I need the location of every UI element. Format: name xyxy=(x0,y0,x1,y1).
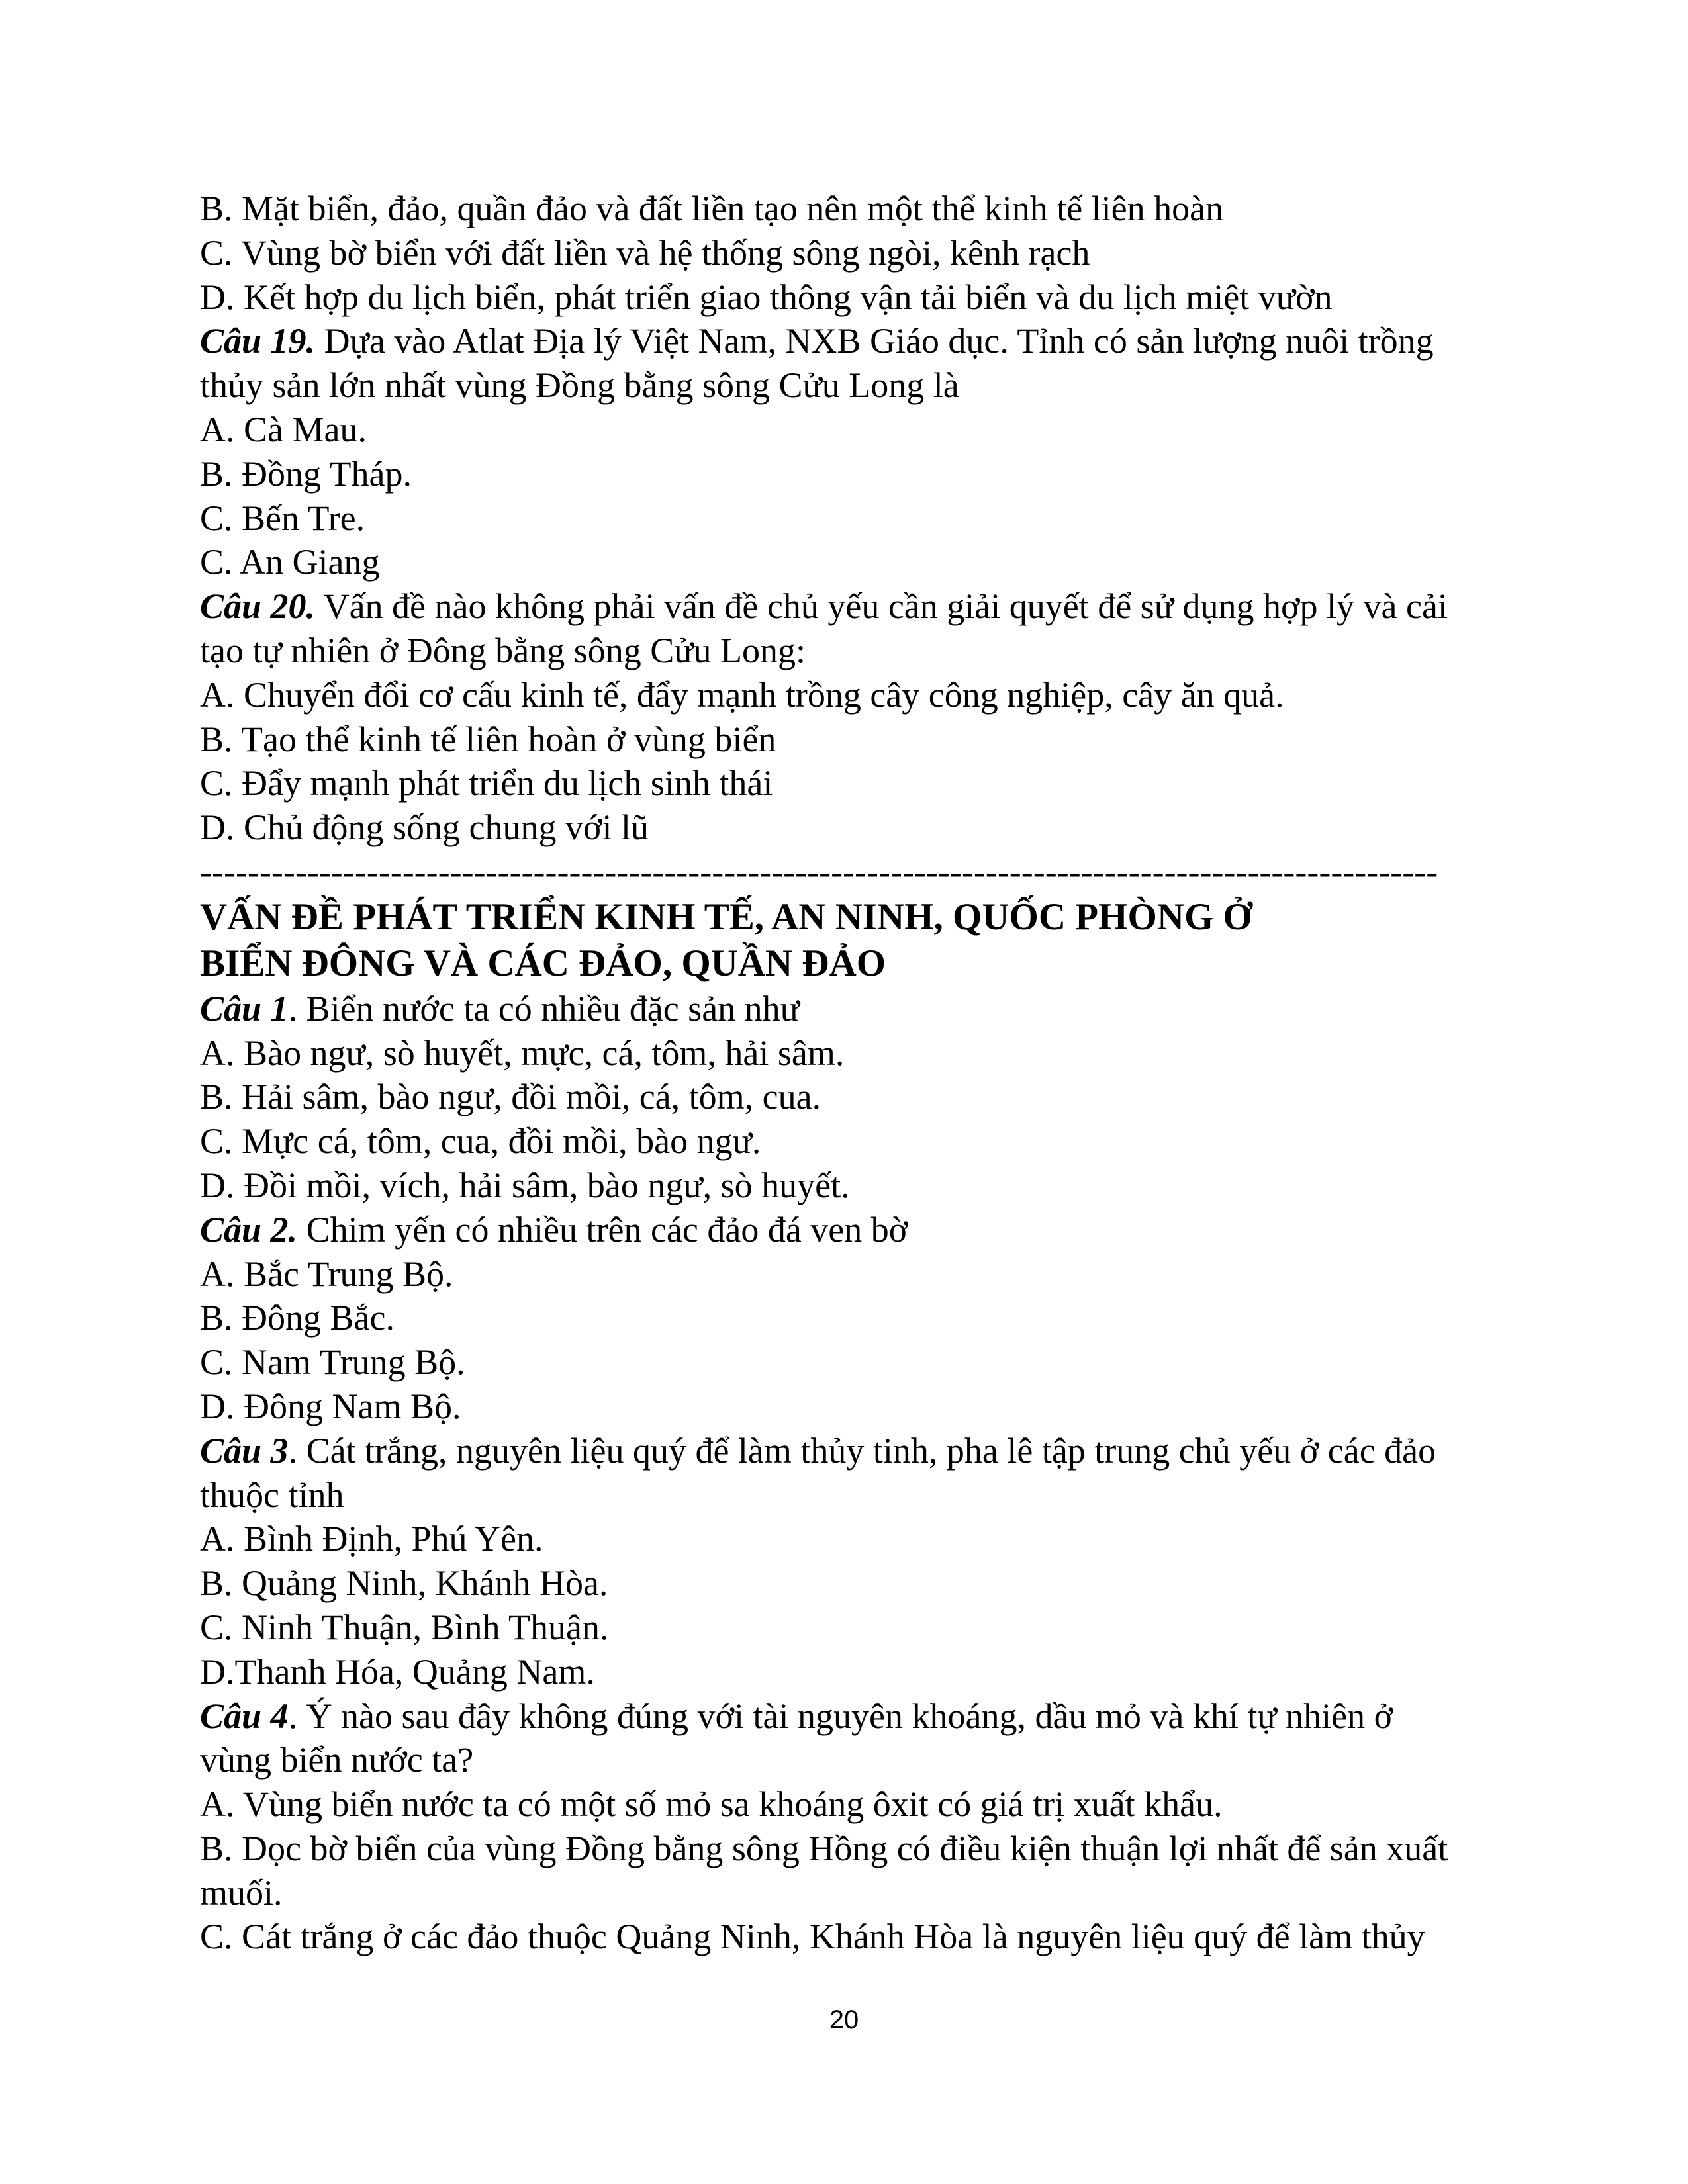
line-text: Vấn đề nào không phải vấn đề chủ yếu cần giải quyết để sử dụng hợp lý và cải xyxy=(315,586,1448,627)
line-text: A. Bào ngư, sò huyết, mực, cá, tôm, hải sâm. xyxy=(200,1032,845,1073)
line-text: vùng biển nước ta? xyxy=(200,1740,474,1780)
line-text: tạo tự nhiên ở Đông bằng sông Cửu Long: xyxy=(200,630,806,670)
text-line xyxy=(200,187,1550,231)
text-line xyxy=(200,540,1550,584)
text-line xyxy=(200,805,1550,850)
line-text: A. Cà Mau. xyxy=(200,409,367,449)
line-text: B. Hải sâm, bào ngư, đồi mồi, cá, tôm, cua. xyxy=(200,1077,821,1117)
page-number: 20 xyxy=(829,2005,859,2034)
text-line xyxy=(200,1119,1550,1163)
line-text: D. Kết hợp du lịch biển, phát triển giao thông vận tải biển và du lịch miệt vườn xyxy=(200,277,1333,317)
line-text: C. An Giang xyxy=(200,542,380,582)
text-line xyxy=(200,761,1550,805)
text-line xyxy=(200,231,1550,275)
question-number: Câu 19. xyxy=(200,321,316,361)
line-text: Chim yến có nhiều trên các đảo đá ven bờ xyxy=(297,1209,908,1250)
text-line xyxy=(200,1473,1550,1518)
text-line xyxy=(200,673,1550,717)
line-text: . Ý nào sau đây không đúng với tài nguyên khoáng, dầu mỏ và khí tự nhiên ở xyxy=(288,1696,1393,1736)
text-line xyxy=(200,1915,1550,1959)
line-text: thủy sản lớn nhất vùng Đồng bằng sông Cửu Long là xyxy=(200,365,959,406)
line-text: B. Đồng Tháp. xyxy=(200,453,412,494)
text-line xyxy=(200,1650,1550,1694)
line-text: D. Đông Nam Bộ. xyxy=(200,1386,461,1426)
line-text: Dựa vào Atlat Địa lý Việt Nam, NXB Giáo dục. Tỉnh có sản lượng nuôi trồng xyxy=(315,321,1434,361)
question-number: Câu 2. xyxy=(200,1209,298,1250)
question-block-1 xyxy=(200,187,1550,850)
line-text: A. Vùng biển nước ta có một số mỏ sa khoáng ôxit có giá trị xuất khẩu. xyxy=(200,1784,1223,1825)
line-text: C. Nam Trung Bộ. xyxy=(200,1342,465,1383)
section-title-line-1: VẤN ĐỀ PHÁT TRIỂN KINH TẾ, AN NINH, QUỐC PHÒNG Ở xyxy=(200,895,1252,938)
line-text: B. Dọc bờ biển của vùng Đồng bằng sông Hồng có điều kiện thuận lợi nhất để sản xuất xyxy=(200,1828,1448,1868)
question-number: Câu 20. xyxy=(200,586,316,627)
text-line xyxy=(200,1738,1550,1782)
question-number: Câu 3 xyxy=(200,1430,289,1471)
line-text: A. Chuyển đổi cơ cấu kinh tế, đẩy mạnh trồng cây công nghiệp, cây ăn quả. xyxy=(200,674,1284,715)
text-line xyxy=(200,1208,1550,1252)
text-line xyxy=(200,1517,1550,1561)
question-number: Câu 1 xyxy=(200,988,289,1028)
text-line xyxy=(200,1385,1550,1429)
line-text: B. Đông Bắc. xyxy=(200,1298,395,1338)
line-text: C. Cát trắng ở các đảo thuộc Quảng Ninh, Khánh Hòa là nguyên liệu quý để làm thủy xyxy=(200,1917,1425,1957)
line-text: B. Mặt biển, đảo, quần đảo và đất liền tạo nên một thể kinh tế liên hoàn xyxy=(200,189,1224,228)
text-line xyxy=(200,319,1550,363)
text-line xyxy=(200,408,1550,452)
text-line xyxy=(200,1252,1550,1297)
section-title xyxy=(200,894,1550,987)
line-text: C. Vùng bờ biển với đất liền và hệ thống sông ngòi, kênh rạch xyxy=(200,232,1090,273)
line-text: . Cát trắng, nguyên liệu quý để làm thủy tinh, pha lê tập trung chủ yếu ở các đảo xyxy=(288,1430,1436,1471)
question-number: Câu 4 xyxy=(200,1696,289,1736)
question-block-2 xyxy=(200,987,1550,1960)
line-text: thuộc tỉnh xyxy=(200,1475,344,1515)
line-text: B. Tạo thể kinh tế liên hoàn ở vùng biển xyxy=(200,719,776,759)
line-text: C. Mực cá, tôm, cua, đồi mồi, bào ngư. xyxy=(200,1121,761,1161)
text-line xyxy=(200,496,1550,541)
page-content xyxy=(200,187,1550,1959)
text-line xyxy=(200,1694,1550,1739)
text-line xyxy=(200,629,1550,673)
line-text: D. Đồi mồi, vích, hải sâm, bào ngư, sò huyết. xyxy=(200,1165,850,1205)
text-line xyxy=(200,1296,1550,1340)
text-line xyxy=(200,1782,1550,1827)
line-text: muối. xyxy=(200,1872,283,1913)
line-text: A. Bình Định, Phú Yên. xyxy=(200,1519,543,1559)
line-text: D.Thanh Hóa, Quảng Nam. xyxy=(200,1651,595,1692)
text-line xyxy=(200,717,1550,762)
text-line xyxy=(200,987,1550,1031)
line-text: A. Bắc Trung Bộ. xyxy=(200,1253,453,1294)
text-line xyxy=(200,1075,1550,1119)
text-line xyxy=(200,1429,1550,1473)
line-text: D. Chủ động sống chung với lũ xyxy=(200,807,649,848)
text-line xyxy=(200,1340,1550,1385)
text-line xyxy=(200,1871,1550,1915)
line-text: . Biển nước ta có nhiều đặc sản như xyxy=(288,988,800,1028)
section-title-line-2: BIỂN ĐÔNG VÀ CÁC ĐẢO, QUẦN ĐẢO xyxy=(200,942,886,984)
line-text: C. Đẩy mạnh phát triển du lịch sinh thái xyxy=(200,763,773,803)
line-text: C. Bến Tre. xyxy=(200,498,365,538)
text-line xyxy=(200,1561,1550,1606)
text-line xyxy=(200,584,1550,629)
text-line xyxy=(200,275,1550,320)
text-line xyxy=(200,1163,1550,1208)
line-text: C. Ninh Thuận, Bình Thuận. xyxy=(200,1607,609,1647)
text-line xyxy=(200,1606,1550,1650)
text-line xyxy=(200,1031,1550,1075)
section-divider: -------------------------------------------------------------------------------------------------------- xyxy=(200,851,1438,891)
text-line xyxy=(200,1827,1550,1871)
line-text: B. Quảng Ninh, Khánh Hòa. xyxy=(200,1563,608,1604)
text-line xyxy=(200,363,1550,408)
text-line xyxy=(200,452,1550,496)
